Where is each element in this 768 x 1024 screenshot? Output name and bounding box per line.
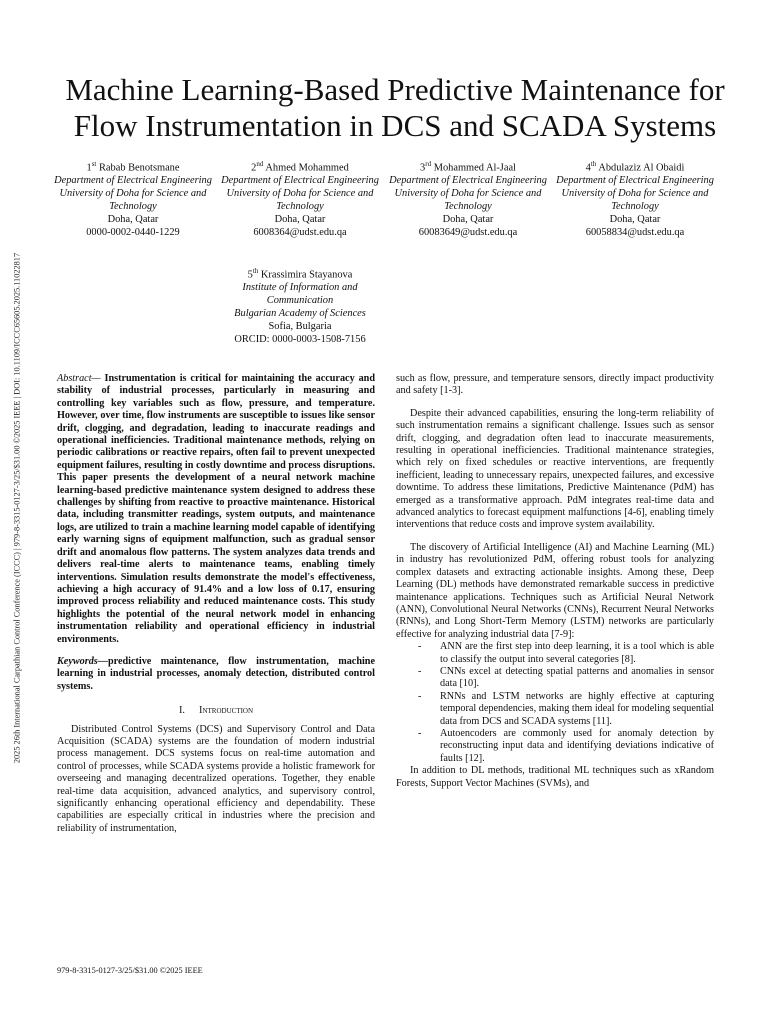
author-name: 1st Rabab Benotsmane bbox=[86, 160, 180, 174]
doi-sidebar-text: 2025 26th International Carpathian Control Conference (ICCC) | 979-8-3315-0127-3/25/$31.00 ©2025 IEEE | DOI: 10.1109/ICCC65605.2025.11022817 bbox=[12, 252, 22, 764]
intro-paragraph-1: Distributed Control Systems (DCS) and Supervisory Control and Data Acquisition (SCADA) systems are the foundation of modern industrial process management. DCS systems focus on real-time automation and control of processes, while SCADA systems provide a holistic framework for overseeing and managing decentralized operations. Together, they enable real-time data acquisition, advanced analytics, and supervisory control, significantly enhancing operational efficiency and dependability. These capabilities are especially critical in industries where the precision and reliability of instrumentation, bbox=[57, 723, 375, 834]
intro-paragraph-1-continued: such as flow, pressure, and temperature sensors, directly impact productivity and safety [1-3]. bbox=[396, 373, 714, 397]
paper-title: Machine Learning-Based Predictive Maintenance for Flow Instrumentation in DCS and SCADA Systems bbox=[65, 72, 725, 143]
intro-paragraph-2: Despite their advanced capabilities, ensuring the long-term reliability of such instrumentation remains a significant challenge. Issues such as sensor drift, clogging, and degradation often lead to inaccurate measurements, resulting in operational inefficiencies. Traditional maintenance strategies, which rely on fixed schedules or reactive interventions, are frequently inefficient, leading to unnecessary repairs, unexpected failures, and excessive downtime. To address these limitations, Predictive Maintenance (PdM) has emerged as a transformative approach. PdM integrates real-time data and advanced analytics to forecast equipment malfunctions [4-6], enabling timely interventions that reduce costs and improve system availability. bbox=[396, 407, 714, 531]
copyright-footer: 979-8-3315-0127-3/25/$31.00 ©2025 IEEE bbox=[57, 966, 203, 975]
author-contact: 60058834@udst.edu.qa bbox=[585, 227, 685, 239]
author-institution: University of Doha for Science and Technology bbox=[226, 188, 374, 213]
list-item: - ANN are the first step into deep learning, it is a tool which is able to classify the output into several categories [8]. bbox=[418, 641, 714, 665]
intro-paragraph-3: The discovery of Artificial Intelligence (AI) and Machine Learning (ML) in industry has revolutionized PdM, offering robust tools for analyzing complex datasets and extracting actionable insights. Among these, Deep Learning (DL) methods have demonstrated remarkable success in predictive maintenance applications. Techniques such as Artificial Neural Network (ANN), Convolutional Neural Networks (CNNs), Recurrent Neural Networks (RNNs), and Long Short-Term Memory (LSTM) networks are particularly effective for analyzing industrial data [7-9]: bbox=[396, 541, 714, 640]
author-department: Department of Electrical Engineering bbox=[221, 175, 379, 187]
author-contact: 60083649@udst.edu.qa bbox=[418, 227, 518, 239]
author-institution: University of Doha for Science and Technology bbox=[59, 188, 207, 213]
doi-sidebar bbox=[11, 188, 23, 828]
author-contact: 0000-0002-0440-1229 bbox=[86, 227, 180, 239]
left-column bbox=[57, 373, 375, 835]
author-institution: Bulgarian Academy of Sciences bbox=[234, 308, 366, 320]
bullet-dash: - bbox=[418, 727, 422, 739]
author-department: Department of Electrical Engineering bbox=[389, 175, 547, 187]
author-department: Institute of Information and Communication bbox=[242, 282, 358, 307]
dl-techniques-list bbox=[396, 641, 714, 765]
author-name: 2nd Ahmed Mohammed bbox=[251, 160, 349, 174]
section-title: Introduction bbox=[199, 705, 254, 717]
author-contact: 6008364@udst.edu.qa bbox=[253, 227, 347, 239]
bullet-dash: - bbox=[418, 690, 422, 702]
section-number: I. bbox=[178, 705, 186, 717]
author-name: 4th Abdulaziz Al Obaidi bbox=[585, 160, 685, 174]
author-block-1 bbox=[53, 158, 213, 239]
author-name: 3rd Mohammed Al-Jaal bbox=[420, 160, 516, 174]
author-location: Doha, Qatar bbox=[609, 214, 661, 226]
author-location: Sofia, Bulgaria bbox=[268, 321, 332, 333]
author-block-2 bbox=[220, 158, 380, 239]
abstract bbox=[57, 373, 375, 646]
author-name: 5th Krassimira Stayanova bbox=[247, 267, 353, 281]
author-institution: University of Doha for Science and Technology bbox=[394, 188, 542, 213]
abstract-text: Instrumentation is critical for maintaining the accuracy and stability of industrial processes, particularly in measuring and controlling key variables such as flow, pressure, and temperature. However, over time, flow instruments are susceptible to issues like sensor drift, clogging, and degradation, leading to inaccurate readings and operational inefficiencies. Traditional maintenance methods, relying on periodic calibrations or reactive repairs, often fail to prevent unexpected equipment failures, resulting in costly downtime and process disruptions. This paper presents the development of a neural network machine learning-based predictive maintenance system designed to address these challenges by shifting from reactive to proactive maintenance. Historical data, including transmitter readings, system outputs, and maintenance logs, are utilized to train a machine learning model capable of identifying early warning signs of equipment malfunction, such as gradual sensor drift and anomalous flow patterns. The system analyzes data trends and delivers real-time alerts to maintenance teams, enabling timely interventions. Simulation results demonstrate the model's effectiveness, achieving a high accuracy of 91.4% and a low loss of 0.17, ensuring improved process reliability and reduced maintenance costs. This study highlights the potential of the neural network model in enhancing instrumentation reliability and operational efficiency in industrial environments. bbox=[57, 373, 375, 645]
author-department: Department of Electrical Engineering bbox=[556, 175, 714, 187]
author-contact: ORCID: 0000-0003-1508-7156 bbox=[234, 334, 366, 346]
bullet-dash: - bbox=[418, 665, 422, 677]
author-department: Department of Electrical Engineering bbox=[54, 175, 212, 187]
list-item: - Autoencoders are commonly used for anomaly detection by reconstructing input data and identifying deviations indicative of faults [12]. bbox=[418, 727, 714, 764]
author-block-5 bbox=[220, 265, 380, 346]
right-column bbox=[396, 373, 714, 790]
author-block-4 bbox=[555, 158, 715, 239]
list-item: - CNNs excel at detecting spatial patterns and anomalies in sensor data [10]. bbox=[418, 665, 714, 690]
author-location: Doha, Qatar bbox=[274, 214, 326, 226]
keywords-text: predictive maintenance, flow instrumentation, machine learning in industrial processes, anomaly detection, distributed control systems. bbox=[57, 655, 375, 692]
author-block-3 bbox=[388, 158, 548, 239]
list-item: - RNNs and LSTM networks are highly effective at capturing temporal dependencies, making them ideal for modeling sequential data from DCS and SCADA systems [11]. bbox=[418, 690, 714, 727]
keywords-lead: Keywords— bbox=[57, 655, 108, 667]
bullet-dash: - bbox=[418, 641, 422, 653]
keywords bbox=[57, 656, 375, 693]
section-heading-introduction bbox=[57, 705, 375, 717]
intro-paragraph-4: In addition to DL methods, traditional ML techniques such as xRandom Forests, Support Vector Machines (SVMs), and bbox=[396, 765, 714, 789]
author-location: Doha, Qatar bbox=[107, 214, 159, 226]
abstract-lead: Abstract— bbox=[57, 373, 101, 384]
author-location: Doha, Qatar bbox=[442, 214, 494, 226]
author-institution: University of Doha for Science and Technology bbox=[561, 188, 709, 213]
